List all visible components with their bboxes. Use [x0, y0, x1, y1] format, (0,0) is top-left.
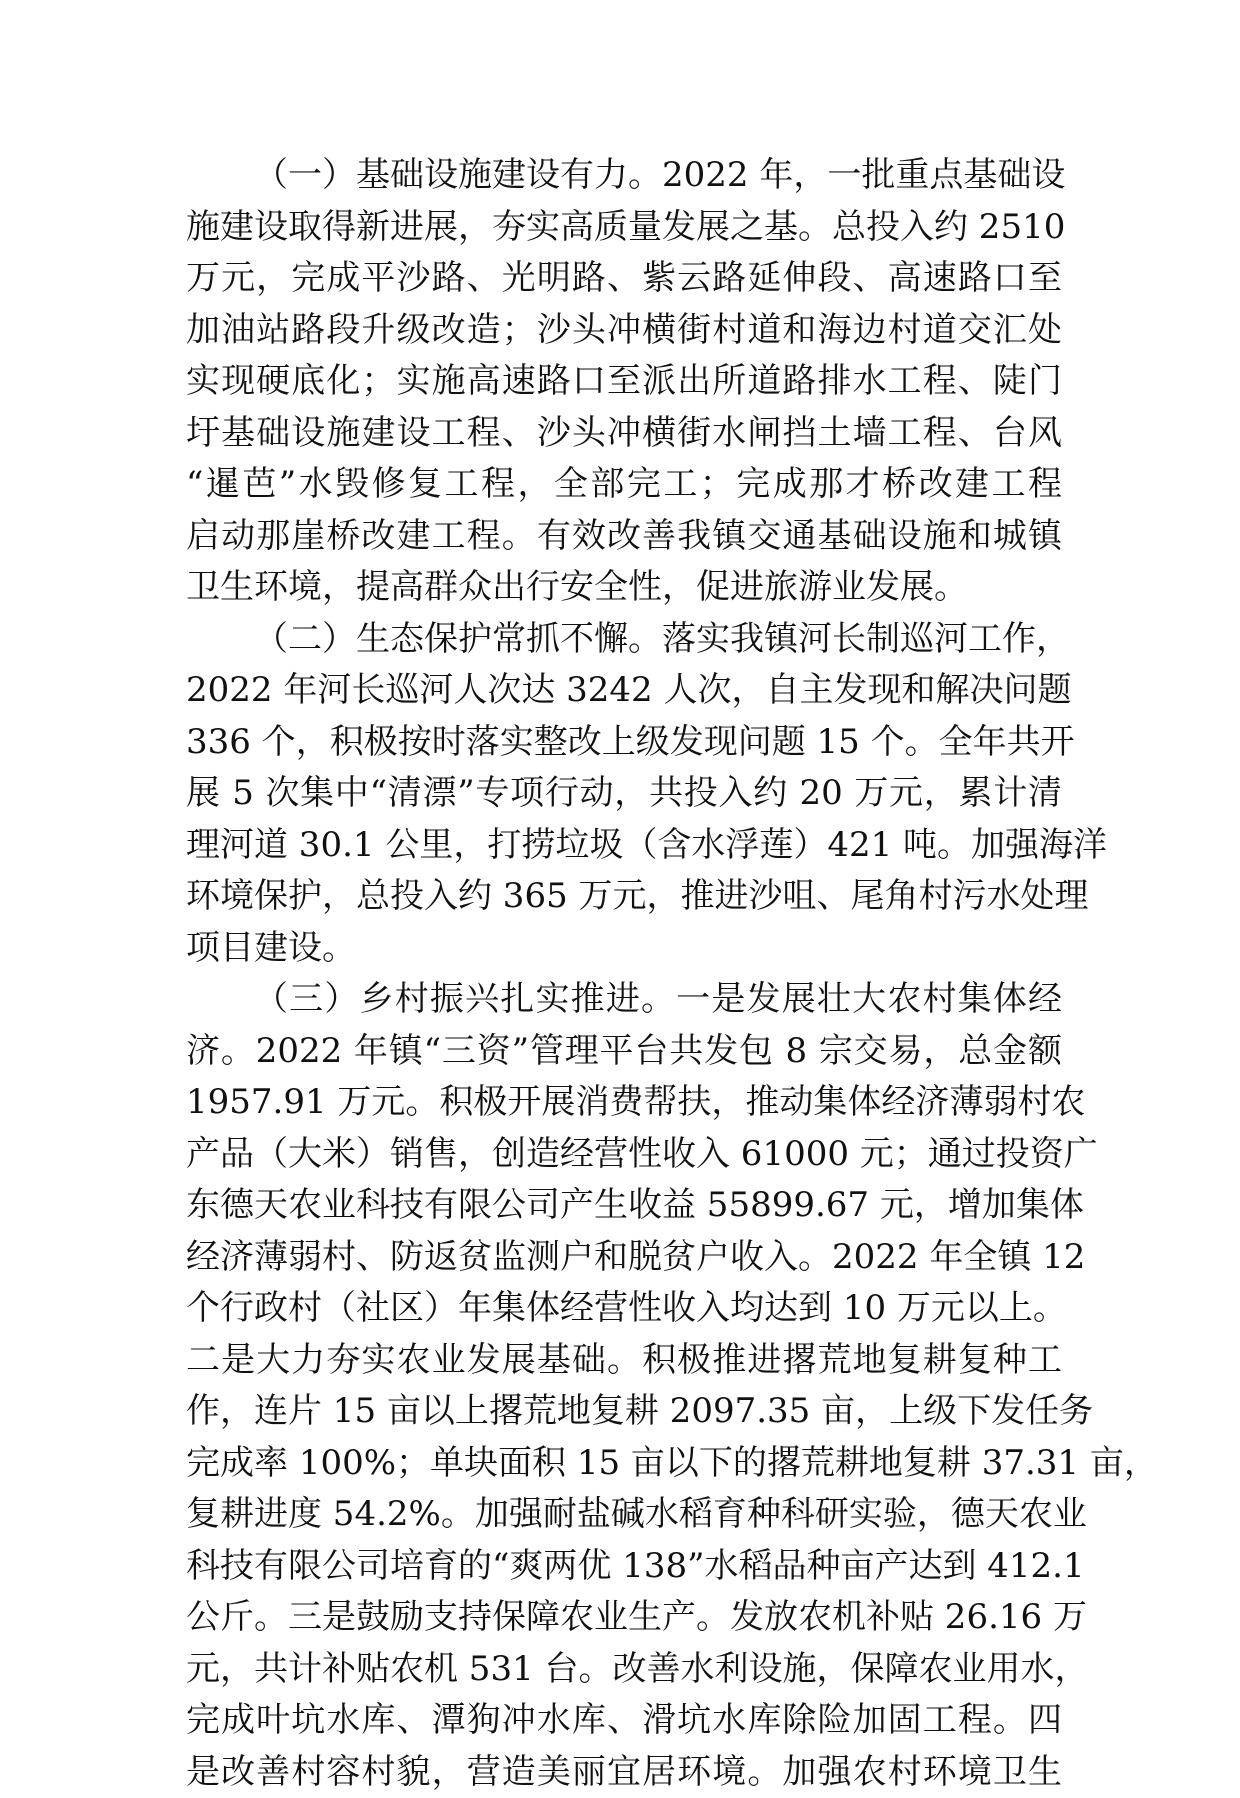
text-line: 万元，完成平沙路、光明路、紫云路延伸段、高速路口至: [186, 253, 1062, 305]
text-line: 东德天农业科技有限公司产生收益 55899.67 元，增加集体: [186, 1180, 1062, 1232]
paragraph-infrastructure: [186, 150, 1062, 614]
text-line: 经济薄弱村、防返贫监测户和脱贫户收入。2022 年全镇 12: [186, 1232, 1062, 1284]
document-body: [186, 150, 1062, 1798]
text-line: 加油站路段升级改造；沙头冲横街村道和海边村道交汇处: [186, 305, 1062, 357]
text-line: 二是大力夯实农业发展基础。积极推进撂荒地复耕复种工: [186, 1335, 1062, 1387]
text-line: （二）生态保护常抓不懈。落实我镇河长制巡河工作，: [186, 614, 1062, 666]
text-line: 卫生环境，提高群众出行安全性，促进旅游业发展。: [186, 562, 1062, 614]
text-line: 圩基础设施建设工程、沙头冲横街水闸挡土墙工程、台风: [186, 408, 1062, 460]
text-line: （三）乡村振兴扎实推进。一是发展壮大农村集体经: [186, 974, 1062, 1026]
text-line: 公斤。三是鼓励支持保障农业生产。发放农机补贴 26.16 万: [186, 1592, 1062, 1644]
text-line: 施建设取得新进展，夯实高质量发展之基。总投入约 2510: [186, 202, 1062, 254]
text-line: 复耕进度 54.2%。加强耐盐碱水稻育种科研实验，德天农业: [186, 1489, 1062, 1541]
text-line: 2022 年河长巡河人次达 3242 人次，自主发现和解决问题: [186, 665, 1062, 717]
text-line: 环境保护，总投入约 365 万元，推进沙咀、尾角村污水处理: [186, 871, 1062, 923]
paragraph-ecology: [186, 614, 1062, 975]
text-line: 项目建设。: [186, 923, 1062, 975]
text-line: 336 个，积极按时落实整改上级发现问题 15 个。全年共开: [186, 717, 1062, 769]
text-line: 1957.91 万元。积极开展消费帮扶，推动集体经济薄弱村农: [186, 1077, 1062, 1129]
text-line: 元，共计补贴农机 531 台。改善水利设施，保障农业用水，: [186, 1644, 1062, 1696]
text-line: 个行政村（社区）年集体经营性收入均达到 10 万元以上。: [186, 1283, 1062, 1335]
text-line: 产品（大米）销售，创造经营性收入 61000 元；通过投资广: [186, 1129, 1062, 1181]
text-line: 理河道 30.1 公里，打捞垃圾（含水浮莲）421 吨。加强海洋: [186, 820, 1062, 872]
text-line: 实现硬底化；实施高速路口至派出所道路排水工程、陡门: [186, 356, 1062, 408]
paragraph-rural-revitalization: [186, 974, 1062, 1798]
text-line: 完成叶坑水库、潭狗冲水库、滑坑水库除险加固工程。四: [186, 1695, 1062, 1747]
text-line: 科技有限公司培育的“爽两优 138”水稻品种亩产达到 412.1: [186, 1541, 1062, 1593]
text-line: 济。2022 年镇“三资”管理平台共发包 8 宗交易，总金额: [186, 1026, 1062, 1078]
text-line: 完成率 100%；单块面积 15 亩以下的撂荒耕地复耕 37.31 亩，: [186, 1438, 1062, 1490]
text-line: 作，连片 15 亩以上撂荒地复耕 2097.35 亩，上级下发任务: [186, 1386, 1062, 1438]
text-line: 启动那崖桥改建工程。有效改善我镇交通基础设施和城镇: [186, 511, 1062, 563]
text-line: 展 5 次集中“清漂”专项行动，共投入约 20 万元，累计清: [186, 768, 1062, 820]
text-line: “暹芭”水毁修复工程，全部完工；完成那才桥改建工程: [186, 459, 1062, 511]
text-line: （一）基础设施建设有力。2022 年，一批重点基础设: [186, 150, 1062, 202]
text-line: 是改善村容村貌，营造美丽宜居环境。加强农村环境卫生: [186, 1747, 1062, 1798]
